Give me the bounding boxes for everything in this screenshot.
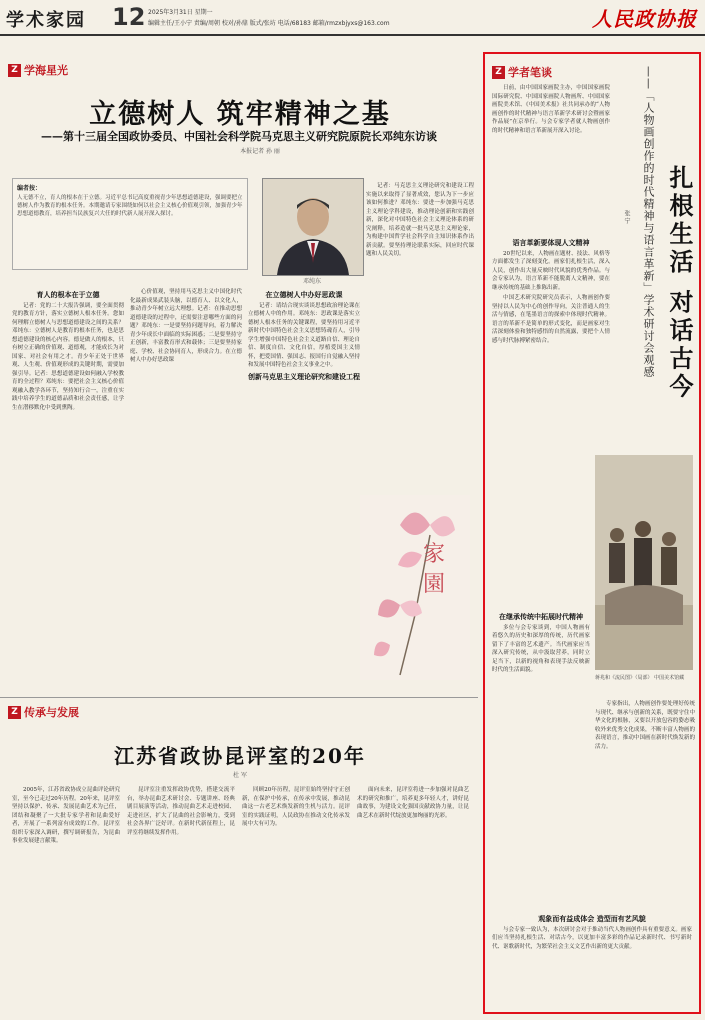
right-column-1 bbox=[492, 236, 610, 610]
feature-col4-text: 记者：马克思主义理论研究和建设工程实施以来取得了显著成效，您认为下一步应该如何推进？邓纯东：要进一步加强马克思主义理论学科建设，推动理论创新和实践创新，深化对中国特色社会主义理论体系的研究阐释，培养造就一批马克思主义理论家，为构建中国哲学社会科学自主知识体系作出新贡献。要坚持理论联系实际，回应时代课题和人民关切。 bbox=[366, 183, 474, 257]
bottom-section-tag bbox=[8, 704, 79, 720]
right-tag-label: 学者笔谈 bbox=[508, 66, 552, 79]
right-heading-1: 语言革新要体现人文精神 bbox=[512, 238, 590, 247]
z-badge-icon: Z bbox=[492, 66, 505, 79]
feature-column-2 bbox=[130, 288, 242, 693]
z-badge-icon: Z bbox=[8, 706, 21, 719]
feature-col3-heading: 创新马克思主义理论研究和建设工程 bbox=[248, 371, 360, 381]
bottom-text-c: 回顾20年历程，昆评室始终坚持守正创新，在保护中传承，在传承中发展，推动昆曲这一古老艺术焕发新的生机与活力。昆评室的实践证明，人民政协在推动文化传承发展中大有可为。 bbox=[242, 787, 350, 827]
feature-col1-heading: 育人的根本在于立德 bbox=[36, 290, 100, 299]
feature-column-3 bbox=[248, 288, 360, 693]
section-divider bbox=[0, 697, 478, 698]
right-text-5: 与会专家一致认为，本次研讨会对于推动当代人物画创作具有重要意义。画家们应当坚持扎根生活、对话古今，以更加丰富多彩的作品记录新时代、书写新时代、讴歌新时代，为繁荣社会主义文艺作出新的更大贡献。 bbox=[492, 926, 692, 950]
right-heading-2: 在继承传统中拓展时代精神 bbox=[499, 612, 583, 621]
bottom-column-4 bbox=[357, 786, 469, 1014]
feature-column-4 bbox=[366, 182, 474, 490]
right-text-3: 多位与会专家谈到，中国人物画有着悠久的历史和深厚的传统，历代画家留下了丰富的艺术遗产。当代画家应当深入研究传统，从中汲取营养，同时立足当下，以新的视角和表现手法反映新时代的生活面貌。 bbox=[492, 624, 590, 673]
feature-col2-heading: 在立德树人中办好思政课 bbox=[265, 290, 343, 299]
feature-subhead: ——第十三届全国政协委员、中国社会科学院马克思主义研究院原院长邓纯东访谈 bbox=[41, 130, 437, 143]
right-intro bbox=[492, 84, 610, 234]
feature-column-1 bbox=[12, 288, 124, 693]
right-column-4 bbox=[492, 912, 692, 1008]
bottom-column-1 bbox=[12, 786, 120, 1014]
section-title: 学术家园 bbox=[6, 10, 86, 31]
feature-col2-text: 心价值观，坚持用马克思主义中国化时代化最新成果武装头脑，以德育人、以文化人，推动青少年树立远大理想。记者：在推动思想道德建设的过程中，还需要注意哪些方面的问题？邓纯东：一是要坚持问题导向，着力解决青少年成长中面临的实际困惑；二是要坚持守正创新，丰富教育形式和载体；三是要坚持家庭、学校、社会协同育人，形成合力。在立德树人中办好思政课 bbox=[130, 289, 242, 363]
masthead bbox=[0, 0, 705, 34]
feature-col3-text: 记者：请结合现实谈谈思想政治理论课在立德树人中的作用。邓纯东：思政课是落实立德树人根本任务的关键课程，要坚持用习近平新时代中国特色社会主义思想铸魂育人，引导学生增强中国特色社会主义道路自信、理论自信、制度自信、文化自信，厚植爱国主义情怀，把爱国情、强国志、报国行自觉融入坚持和发展中国特色社会主义事业之中。 bbox=[248, 302, 360, 368]
right-text-1: 20世纪以来，人物画在题材、技法、风格等方面都发生了深刻变化。画家们扎根生活，深入人民，创作出大量反映时代风貌的优秀作品。与会专家认为，语言革新不能脱离人文精神，要在继承传统的基础上推陈出新。 bbox=[492, 250, 610, 291]
right-intro-text: 日前，由中国国家画院主办，中国国家画院国际研究院、中国国家画院人物画所、中国国家画院美术馆、《中国美术报》社共同承办的“人物画创作的时代精神与语言革新学术研讨会暨画家作品展”在京举行。与会专家学者就人物画创作的时代精神和语言革新展开深入讨论。 bbox=[492, 85, 610, 134]
right-text-4: 专家指出，人物画创作要处理好传统与现代、继承与创新的关系，既要守住中华文化的根脉，又要以开放包容的姿态吸收外来优秀文化成果，不断丰富人物画的表现语言，推动中国画在新时代焕发新的活力。 bbox=[595, 701, 695, 750]
feature-byline: 本报记者 孙 丽 bbox=[240, 148, 280, 155]
painting-caption: 蒋兆和《流民图》（局部） 中国美术馆藏 bbox=[595, 675, 685, 681]
magnolia-flower-icon bbox=[360, 495, 470, 680]
feature-tag-label: 学海星光 bbox=[24, 64, 68, 77]
bottom-tag-label: 传承与发展 bbox=[24, 706, 79, 719]
right-column-2 bbox=[492, 610, 590, 910]
painting-photo bbox=[595, 455, 693, 670]
date-line: 2025年3月31日 星期一 bbox=[148, 9, 213, 16]
feature-headline: 立德树人 筑牢精神之基 bbox=[89, 99, 391, 130]
right-column-3 bbox=[595, 700, 695, 910]
bottom-column-2 bbox=[127, 786, 235, 1014]
portrait-photo bbox=[262, 178, 364, 276]
right-title: 扎根生活 对话古今 bbox=[665, 165, 694, 402]
right-section-tag bbox=[492, 64, 552, 80]
right-author: 张 宁 bbox=[623, 210, 630, 224]
bottom-byline: 杜 军 bbox=[233, 772, 247, 779]
editor-note bbox=[12, 178, 248, 270]
bottom-text-d: 面向未来，昆评室将进一步加强对昆曲艺术的研究和推广，培养更多年轻人才，讲好昆曲故事，为建设文化强国贡献政协力量，让昆曲艺术在新时代绽放更加绚丽的光彩。 bbox=[357, 787, 469, 819]
z-badge-icon: Z bbox=[8, 64, 21, 77]
portrait-caption: 邓纯东 bbox=[302, 278, 321, 285]
feature-col1-text: 记者：党的二十大报告强调，要全面贯彻党的教育方针，落实立德树人根本任务。您如何理解立德树人与思想道德建设之间的关系？邓纯东：立德树人是教育的根本任务，也是思想道德建设的核心内容。德是做人的根本，只有树立正确的价值观、道德观，才能成长为对国家、对社会有用之才。青少年正处于世界观、人生观、价值观形成的关键时期，需要加强引导。记者：思想道德建设如何融入学校教育的全过程？邓纯东：要把社会主义核心价值观融入教学各环节，坚持知行合一，注重在实践中培养学生的道德品质和社会责任感，让学生在潜移默化中受到熏陶。 bbox=[12, 302, 124, 411]
art-calligraphy: 家園 bbox=[423, 542, 446, 597]
bottom-text-a: 2005年，江苏省政协成立昆曲评论研究室，至今已走过20年历程。20年来，昆评室坚持以保护、传承、发展昆曲艺术为己任，团结和凝聚了一大批专家学者和昆曲爱好者，开展了一系列富有成效的工作。昆评室组织专家深入调研，撰写调研报告，为昆曲事业发展建言献策。 bbox=[12, 787, 120, 844]
right-subtitle: ——「人物画创作的时代精神与语言革新」学术研讨会观感 bbox=[642, 66, 655, 378]
portrait-icon bbox=[263, 179, 363, 275]
feature-section-tag bbox=[8, 62, 68, 78]
right-text-2: 中国艺术研究院研究员表示，人物画创作要坚持以人民为中心的创作导向，关注普通人的生活与情感，在笔墨语言的探索中体现时代精神。语言的革新不是简单的形式变化，而是画家对生活深刻体验和独特感悟的自然流露，要把个人情感与时代脉搏紧密结合。 bbox=[492, 295, 610, 344]
bottom-text-b: 昆评室注重发挥政协优势，搭建交流平台，举办昆曲艺术研讨会、专题讲座、经典剧目展演等活动，推动昆曲艺术走进校园、走进社区，扩大了昆曲的社会影响力，受到社会各界广泛好评。在新时代新征程上，昆评室将继续发挥作用。 bbox=[127, 787, 235, 836]
magnolia-illustration bbox=[360, 495, 470, 680]
editor-note-label: 编者按： bbox=[17, 185, 42, 192]
masthead-rule bbox=[0, 34, 705, 36]
newspaper-logo: 人民政协报 bbox=[592, 7, 697, 31]
bottom-headline: 江苏省政协昆评室的20年 bbox=[114, 744, 366, 768]
staff-line: 编辑主任/王小宁 责编/周朝 校对/孙鼎 版式/张坊 电话/68183 邮箱/rmzxbjyxs@163.com bbox=[148, 20, 390, 27]
right-heading-3: 观象而有益成体会 造型而有艺风貌 bbox=[538, 914, 646, 923]
painting-figures-icon bbox=[595, 455, 693, 670]
page-number: 12 bbox=[112, 3, 146, 31]
bottom-column-3 bbox=[242, 786, 350, 1014]
editor-note-text: 人无德不立，育人的根本在于立德。习近平总书记高度重视青少年思想道德建设，强调要把立德树人作为教育的根本任务。本期邀请专家围绕如何以社会主义核心价值观引领，加强青少年思想道德教育，培养担当民族复兴大任的时代新人展开深入探讨。 bbox=[17, 195, 243, 217]
